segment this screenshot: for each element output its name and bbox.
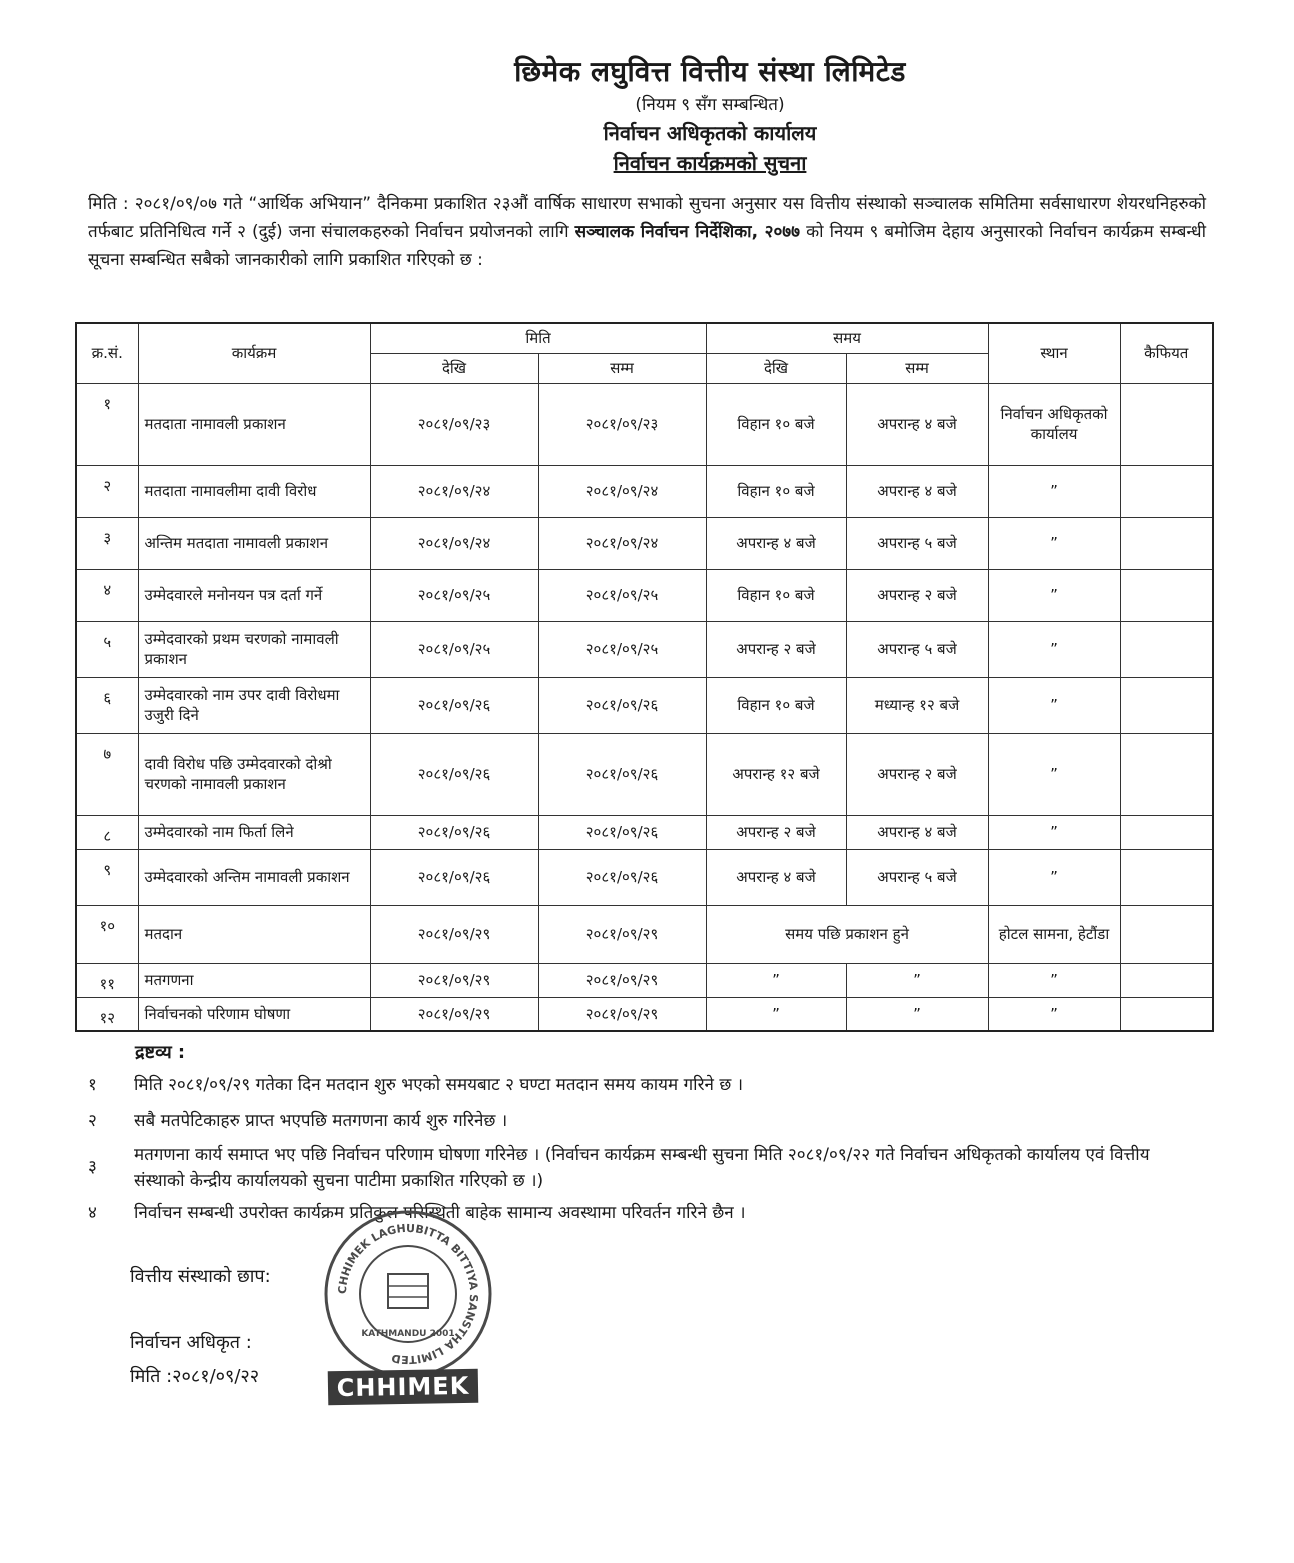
row-serial: ७ bbox=[76, 733, 138, 815]
row-program: मतदाता नामावली प्रकाशन bbox=[138, 383, 370, 465]
rule-reference: (नियम ९ सँग सम्बन्धित) bbox=[635, 95, 785, 115]
row-place: ” bbox=[988, 569, 1120, 621]
table-row bbox=[76, 677, 1213, 733]
row-date-from: २०८१/०९/२४ bbox=[370, 517, 538, 569]
row-date-to: २०८१/०९/२९ bbox=[538, 905, 706, 963]
table-row bbox=[76, 963, 1213, 997]
row-time-from: विहान १० बजे bbox=[706, 569, 846, 621]
row-time-from: विहान १० बजे bbox=[706, 677, 846, 733]
note-number: २ bbox=[88, 1111, 97, 1131]
row-date-to: २०८१/०९/२४ bbox=[538, 465, 706, 517]
row-place: ” bbox=[988, 465, 1120, 517]
row-time-from: अपरान्ह ४ बजे bbox=[706, 517, 846, 569]
row-time-from: विहान १० बजे bbox=[706, 465, 846, 517]
stamp-label: वित्तीय संस्थाको छाप: bbox=[130, 1266, 271, 1287]
row-date-from: २०८१/०९/२९ bbox=[370, 905, 538, 963]
note-number: ३ bbox=[88, 1157, 97, 1177]
table-row bbox=[76, 621, 1213, 677]
row-program: उम्मेदवारले मनोनयन पत्र दर्ता गर्ने bbox=[138, 569, 370, 621]
notes-heading: द्रष्टव्य : bbox=[135, 1042, 186, 1063]
row-remarks bbox=[1120, 621, 1213, 677]
row-date-from: २०८१/०९/२६ bbox=[370, 677, 538, 733]
row-program: निर्वाचनको परिणाम घोषणा bbox=[138, 997, 370, 1031]
intro-text-2: को नियम ९ बमोजिम देहाय अनुसारको निर्वाचन कार्यक्रम सम्बन्धी सूचना सम्बन्धित सबैको जानकारीको लागि प्रकाशित गरिएको छ : bbox=[88, 222, 1207, 270]
signature-date: मिति :२०८१/०९/२२ bbox=[130, 1366, 260, 1387]
row-date-from: २०८१/०९/२५ bbox=[370, 621, 538, 677]
row-remarks bbox=[1120, 465, 1213, 517]
row-program: मतगणना bbox=[138, 963, 370, 997]
row-place: ” bbox=[988, 517, 1120, 569]
row-remarks bbox=[1120, 815, 1213, 849]
row-remarks bbox=[1120, 569, 1213, 621]
table-row bbox=[76, 383, 1213, 465]
row-place: ” bbox=[988, 849, 1120, 905]
row-serial: १ bbox=[76, 383, 138, 465]
row-serial: ४ bbox=[76, 569, 138, 621]
row-date-from: २०८१/०९/२६ bbox=[370, 815, 538, 849]
row-program: उम्मेदवारको प्रथम चरणको नामावली प्रकाशन bbox=[138, 621, 370, 677]
note-number: ४ bbox=[88, 1203, 97, 1223]
row-time-to: अपरान्ह ५ बजे bbox=[846, 849, 988, 905]
row-place: ” bbox=[988, 621, 1120, 677]
row-time-from: विहान १० बजे bbox=[706, 383, 846, 465]
header-place: स्थान bbox=[988, 323, 1120, 383]
row-time-to: अपरान्ह ४ बजे bbox=[846, 465, 988, 517]
row-time-from: ” bbox=[706, 997, 846, 1031]
row-serial: १० bbox=[76, 905, 138, 963]
row-time-to: अपरान्ह २ बजे bbox=[846, 733, 988, 815]
row-serial: ५ bbox=[76, 621, 138, 677]
header-date-from: देखि bbox=[370, 353, 538, 383]
row-date-from: २०८१/०९/२६ bbox=[370, 849, 538, 905]
row-serial: ८ bbox=[76, 815, 138, 849]
row-date-from: २०८१/०९/२९ bbox=[370, 963, 538, 997]
row-place: ” bbox=[988, 963, 1120, 997]
row-place: ” bbox=[988, 815, 1120, 849]
table-row bbox=[76, 569, 1213, 621]
header-time-to: सम्म bbox=[846, 353, 988, 383]
row-remarks bbox=[1120, 677, 1213, 733]
row-program: अन्तिम मतदाता नामावली प्रकाशन bbox=[138, 517, 370, 569]
office-name: निर्वाचन अधिकृतको कार्यालय bbox=[603, 121, 817, 145]
row-serial: ११ bbox=[76, 963, 138, 997]
row-place: ” bbox=[988, 997, 1120, 1031]
table-row bbox=[76, 733, 1213, 815]
row-time-to: ” bbox=[846, 997, 988, 1031]
intro-paragraph bbox=[88, 190, 1206, 274]
election-schedule-table bbox=[75, 322, 1214, 1032]
row-time-from: अपरान्ह २ बजे bbox=[706, 815, 846, 849]
row-time-from: अपरान्ह २ बजे bbox=[706, 621, 846, 677]
row-date-from: २०८१/०९/२६ bbox=[370, 733, 538, 815]
row-remarks bbox=[1120, 733, 1213, 815]
row-place: निर्वाचन अधिकृतको कार्यालय bbox=[988, 383, 1120, 465]
company-seal-icon bbox=[322, 1208, 494, 1380]
row-program: मतदान bbox=[138, 905, 370, 963]
row-remarks bbox=[1120, 963, 1213, 997]
organization-name: छिमेक लघुवित्त वित्तीय संस्था लिमिटेड bbox=[514, 55, 906, 88]
intro-text-1: मिति : २०८१/०९/०७ गते “आर्थिक अभियान” दैनिकमा प्रकाशित २३औं वार्षिक साधारण सभाको सुचना अनुसार यस वित्तीय संस्थाको सञ्चालक समितिमा सर्वसाधारण शेयरधनिहरुको तर्फबाट प्रतिनिधित्व गर्ने २ (दुई) जना संचालकहरुको निर्वाचन प्रयोजनको लागि bbox=[88, 194, 1206, 242]
header-date: मिति bbox=[370, 323, 706, 353]
header-time: समय bbox=[706, 323, 988, 353]
row-time-merged: समय पछि प्रकाशन हुने bbox=[706, 905, 988, 963]
row-place: होटल सामना, हेटौंडा bbox=[988, 905, 1120, 963]
row-time-from: अपरान्ह १२ बजे bbox=[706, 733, 846, 815]
row-date-to: २०८१/०९/२६ bbox=[538, 733, 706, 815]
row-time-to: मध्यान्ह १२ बजे bbox=[846, 677, 988, 733]
row-date-to: २०८१/०९/२३ bbox=[538, 383, 706, 465]
table-row bbox=[76, 849, 1213, 905]
row-date-to: २०८१/०९/२६ bbox=[538, 677, 706, 733]
row-date-to: २०८१/०९/२९ bbox=[538, 997, 706, 1031]
row-place: ” bbox=[988, 677, 1120, 733]
row-program: उम्मेदवारको नाम फिर्ता लिने bbox=[138, 815, 370, 849]
document-header bbox=[300, 52, 1120, 178]
row-time-to: अपरान्ह ५ बजे bbox=[846, 621, 988, 677]
row-time-to: अपरान्ह ४ बजे bbox=[846, 383, 988, 465]
header-date-to: सम्म bbox=[538, 353, 706, 383]
row-serial: ९ bbox=[76, 849, 138, 905]
header-serial: क्र.सं. bbox=[76, 323, 138, 383]
row-date-to: २०८१/०९/२५ bbox=[538, 569, 706, 621]
notice-title: निर्वाचन कार्यक्रमको सुचना bbox=[613, 151, 807, 175]
row-date-to: २०८१/०९/२५ bbox=[538, 621, 706, 677]
header-remarks: कैफियत bbox=[1120, 323, 1213, 383]
row-time-from: ” bbox=[706, 963, 846, 997]
table-row bbox=[76, 997, 1213, 1031]
row-time-from: अपरान्ह ४ बजे bbox=[706, 849, 846, 905]
row-serial: २ bbox=[76, 465, 138, 517]
row-remarks bbox=[1120, 849, 1213, 905]
row-serial: १२ bbox=[76, 997, 138, 1031]
row-date-to: २०८१/०९/२४ bbox=[538, 517, 706, 569]
officer-label: निर्वाचन अधिकृत : bbox=[130, 1332, 252, 1353]
row-time-to: ” bbox=[846, 963, 988, 997]
note-text: सबै मतपेटिकाहरु प्राप्त भएपछि मतगणना कार्य शुरु गरिनेछ । bbox=[134, 1111, 508, 1131]
row-remarks bbox=[1120, 383, 1213, 465]
row-date-to: २०८१/०९/२६ bbox=[538, 849, 706, 905]
header-time-from: देखि bbox=[706, 353, 846, 383]
note-text: मिति २०८१/०९/२९ गतेका दिन मतदान शुरु भएको समयबाट २ घण्टा मतदान समय कायम गरिने छ । bbox=[134, 1075, 744, 1095]
row-date-from: २०८१/०९/२४ bbox=[370, 465, 538, 517]
row-date-to: २०८१/०९/२९ bbox=[538, 963, 706, 997]
row-program: दावी विरोध पछि उम्मेदवारको दोश्रो चरणको नामावली प्रकाशन bbox=[138, 733, 370, 815]
note-text: निर्वाचन सम्बन्धी उपरोक्त कार्यक्रम प्रतिकुल परिस्थिती बाहेक सामान्य अवस्थामा परिवर्तन गरिने छैन । bbox=[134, 1203, 746, 1223]
intro-bold-directive: सञ्चालक निर्वाचन निर्देशिका, २०७७ bbox=[574, 222, 800, 242]
table-row bbox=[76, 465, 1213, 517]
header-program: कार्यक्रम bbox=[138, 323, 370, 383]
seal-city-year: KATHMANDU 2001 bbox=[361, 1329, 455, 1339]
row-time-to: अपरान्ह ५ बजे bbox=[846, 517, 988, 569]
row-remarks bbox=[1120, 905, 1213, 963]
row-program: उम्मेदवारको नाम उपर दावी विरोधमा उजुरी दिने bbox=[138, 677, 370, 733]
row-serial: ६ bbox=[76, 677, 138, 733]
row-date-to: २०८१/०९/२६ bbox=[538, 815, 706, 849]
row-serial: ३ bbox=[76, 517, 138, 569]
row-place: ” bbox=[988, 733, 1120, 815]
row-program: उम्मेदवारको अन्तिम नामावली प्रकाशन bbox=[138, 849, 370, 905]
svg-text:CHHIMEK LAGHUBITTA BITTIYA SAN bbox=[336, 1222, 480, 1366]
row-time-to: अपरान्ह ४ बजे bbox=[846, 815, 988, 849]
row-date-from: २०८१/०९/२५ bbox=[370, 569, 538, 621]
note-text: मतगणना कार्य समाप्त भए पछि निर्वाचन परिणाम घोषणा गरिनेछ । (निर्वाचन कार्यक्रम सम्बन्धी सुचना मिति २०८१/०९/२२ गते निर्वाचन अधिकृतको कार्यालय एवं वित्तीय संस्थाको केन्द्रीय कार्यालयको सुचना पाटीमा प्रकाशित गरिएको छ ।) bbox=[134, 1145, 1150, 1191]
row-remarks bbox=[1120, 997, 1213, 1031]
seal-ring-text: CHHIMEK LAGHUBITTA BITTIYA SANSTHA LIMITED bbox=[335, 1221, 481, 1367]
note-number: १ bbox=[88, 1075, 97, 1095]
table-row bbox=[76, 815, 1213, 849]
row-program: मतदाता नामावलीमा दावी विरोध bbox=[138, 465, 370, 517]
row-date-from: २०८१/०९/२३ bbox=[370, 383, 538, 465]
row-date-from: २०८१/०९/२९ bbox=[370, 997, 538, 1031]
table-row bbox=[76, 517, 1213, 569]
row-remarks bbox=[1120, 517, 1213, 569]
chhimek-stamp: CHHIMEK bbox=[328, 1369, 479, 1406]
row-time-to: अपरान्ह २ बजे bbox=[846, 569, 988, 621]
table-row bbox=[76, 905, 1213, 963]
